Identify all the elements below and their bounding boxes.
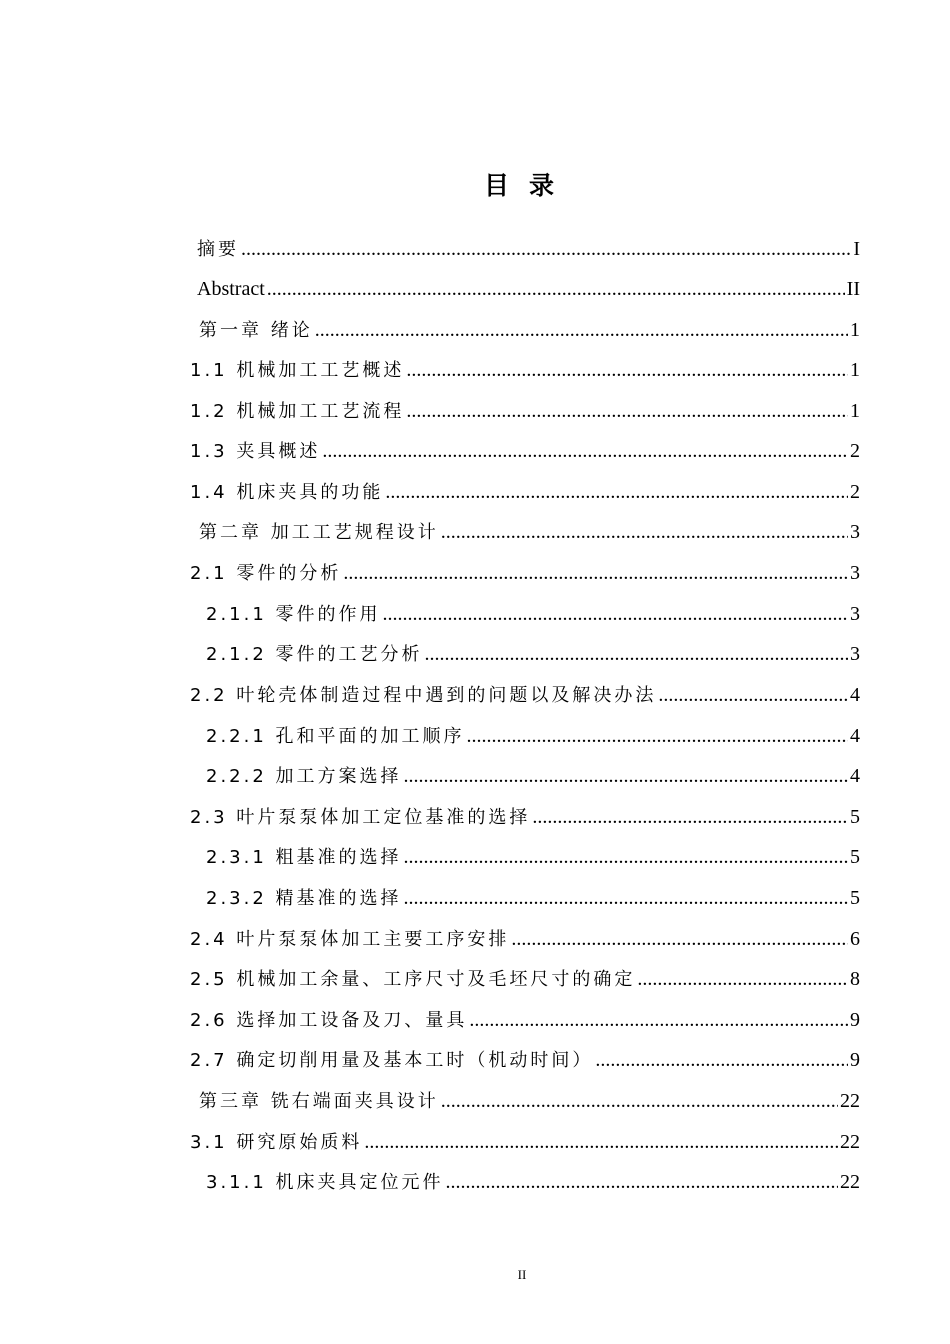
toc-entry-2-2[interactable] bbox=[190, 675, 860, 715]
toc-leader bbox=[385, 472, 848, 512]
toc-entry-3-1-1[interactable] bbox=[206, 1162, 860, 1202]
toc-entry-label: 1.2 机械加工工艺流程 bbox=[190, 401, 405, 422]
toc-entry-2-1-1[interactable] bbox=[206, 594, 860, 634]
toc-entry-page: 3 bbox=[850, 521, 860, 543]
toc-entry-label: 第一章 绪论 bbox=[199, 320, 313, 341]
toc-entry-page: 2 bbox=[850, 481, 860, 503]
toc-entry-label: 2.2.1 孔和平面的加工顺序 bbox=[206, 726, 465, 747]
toc-entry-label: Abstract bbox=[197, 278, 265, 300]
toc-leader bbox=[467, 716, 848, 756]
toc-entry-2-3-1[interactable] bbox=[206, 837, 860, 877]
toc-entry-chapter-2[interactable] bbox=[199, 512, 860, 552]
toc-leader bbox=[267, 269, 845, 309]
toc-entry-label: 2.1 零件的分析 bbox=[190, 563, 342, 584]
toc-leader bbox=[322, 431, 848, 471]
toc-leader bbox=[425, 634, 848, 674]
toc-entry-page: 22 bbox=[840, 1171, 860, 1193]
toc-entry-abstract-en[interactable] bbox=[197, 269, 860, 309]
toc-entry-page: II bbox=[846, 278, 860, 300]
toc-entry-2-5[interactable] bbox=[190, 959, 860, 999]
toc-entry-label: 1.1 机械加工工艺概述 bbox=[190, 360, 405, 381]
toc-leader bbox=[343, 553, 848, 593]
toc-entry-label: 2.1.2 零件的工艺分析 bbox=[206, 644, 423, 665]
toc-entry-label: 3.1 研究原始质料 bbox=[190, 1132, 363, 1153]
toc-entry-2-3-2[interactable] bbox=[206, 878, 860, 918]
toc-entry-2-7[interactable] bbox=[190, 1040, 860, 1080]
toc-entry-label: 2.4 叶片泵泵体加工主要工序安排 bbox=[190, 929, 510, 950]
toc-leader bbox=[658, 675, 848, 715]
toc-entry-page: 4 bbox=[850, 765, 860, 787]
toc-entry-page: 4 bbox=[850, 725, 860, 747]
toc-entry-abstract-cn[interactable] bbox=[197, 229, 860, 269]
toc-entry-page: 4 bbox=[850, 684, 860, 706]
toc-leader bbox=[383, 594, 848, 634]
toc-entry-page: 2 bbox=[850, 440, 860, 462]
toc-leader bbox=[406, 391, 848, 431]
toc-leader bbox=[315, 310, 848, 350]
toc-entry-label: 第二章 加工工艺规程设计 bbox=[199, 522, 439, 543]
toc-entry-1-2[interactable] bbox=[190, 391, 860, 431]
toc-leader bbox=[404, 837, 848, 877]
toc-leader bbox=[532, 797, 848, 837]
toc-entry-page: 3 bbox=[850, 562, 860, 584]
toc-entry-page: 9 bbox=[850, 1049, 860, 1071]
toc-entry-2-1[interactable] bbox=[190, 553, 860, 593]
toc-entry-page: 5 bbox=[850, 887, 860, 909]
toc-leader bbox=[241, 229, 851, 269]
toc-entry-page: 1 bbox=[850, 359, 860, 381]
toc-entry-page: I bbox=[853, 238, 860, 260]
toc-entry-page: 3 bbox=[850, 643, 860, 665]
toc-entry-label: 2.2 叶轮壳体制造过程中遇到的问题以及解决办法 bbox=[190, 685, 657, 706]
toc-leader bbox=[637, 959, 848, 999]
toc-entry-label: 第三章 铣右端面夹具设计 bbox=[199, 1091, 439, 1112]
toc-leader bbox=[469, 1000, 848, 1040]
toc-entry-page: 3 bbox=[850, 603, 860, 625]
toc-leader bbox=[441, 512, 848, 552]
toc-leader bbox=[595, 1040, 848, 1080]
toc-entry-2-3[interactable] bbox=[190, 797, 860, 837]
toc-entry-2-1-2[interactable] bbox=[206, 634, 860, 674]
toc-entry-label: 3.1.1 机床夹具定位元件 bbox=[206, 1172, 444, 1193]
toc-entry-page: 5 bbox=[850, 806, 860, 828]
toc-entry-chapter-1[interactable] bbox=[199, 310, 860, 350]
toc-entry-page: 22 bbox=[840, 1131, 860, 1153]
toc-entry-label: 1.3 夹具概述 bbox=[190, 441, 321, 462]
toc-leader bbox=[446, 1162, 838, 1202]
toc-leader bbox=[511, 919, 848, 959]
toc-entry-2-4[interactable] bbox=[190, 919, 860, 959]
toc-entry-label: 2.3.1 粗基准的选择 bbox=[206, 847, 402, 868]
page-title: 目录 bbox=[483, 171, 574, 200]
toc-entry-label: 1.4 机床夹具的功能 bbox=[190, 482, 384, 503]
toc-leader bbox=[441, 1081, 838, 1121]
toc-entry-label: 2.3.2 精基准的选择 bbox=[206, 888, 402, 909]
toc-entry-1-3[interactable] bbox=[190, 431, 860, 471]
toc-entry-label: 2.2.2 加工方案选择 bbox=[206, 766, 402, 787]
toc-entry-chapter-3[interactable] bbox=[199, 1081, 860, 1121]
toc-entry-label: 2.5 机械加工余量、工序尺寸及毛坯尺寸的确定 bbox=[190, 969, 636, 990]
toc-entry-page: 1 bbox=[850, 319, 860, 341]
toc-entry-page: 22 bbox=[840, 1090, 860, 1112]
toc-entry-label: 2.7 确定切削用量及基本工时（机动时间） bbox=[190, 1050, 594, 1071]
toc-entry-1-4[interactable] bbox=[190, 472, 860, 512]
toc-entry-page: 8 bbox=[850, 968, 860, 990]
toc-entry-page: 6 bbox=[850, 928, 860, 950]
toc-entry-label: 2.1.1 零件的作用 bbox=[206, 604, 381, 625]
toc-entry-page: 9 bbox=[850, 1009, 860, 1031]
toc-leader bbox=[404, 756, 848, 796]
toc-leader bbox=[364, 1122, 838, 1162]
toc-entry-2-2-2[interactable] bbox=[206, 756, 860, 796]
toc-entry-page: 1 bbox=[850, 400, 860, 422]
toc-entry-label: 2.6 选择加工设备及刀、量具 bbox=[190, 1010, 468, 1031]
page-number-footer: II bbox=[517, 1267, 527, 1282]
toc-leader bbox=[404, 878, 848, 918]
toc-entry-3-1[interactable] bbox=[190, 1122, 860, 1162]
toc-entry-2-6[interactable] bbox=[190, 1000, 860, 1040]
toc-entry-1-1[interactable] bbox=[190, 350, 860, 390]
toc-entry-label: 2.3 叶片泵泵体加工定位基准的选择 bbox=[190, 807, 531, 828]
toc-leader bbox=[406, 350, 848, 390]
toc-entry-label: 摘要 bbox=[197, 239, 239, 260]
toc-entry-page: 5 bbox=[850, 846, 860, 868]
toc-entry-2-2-1[interactable] bbox=[206, 716, 860, 756]
